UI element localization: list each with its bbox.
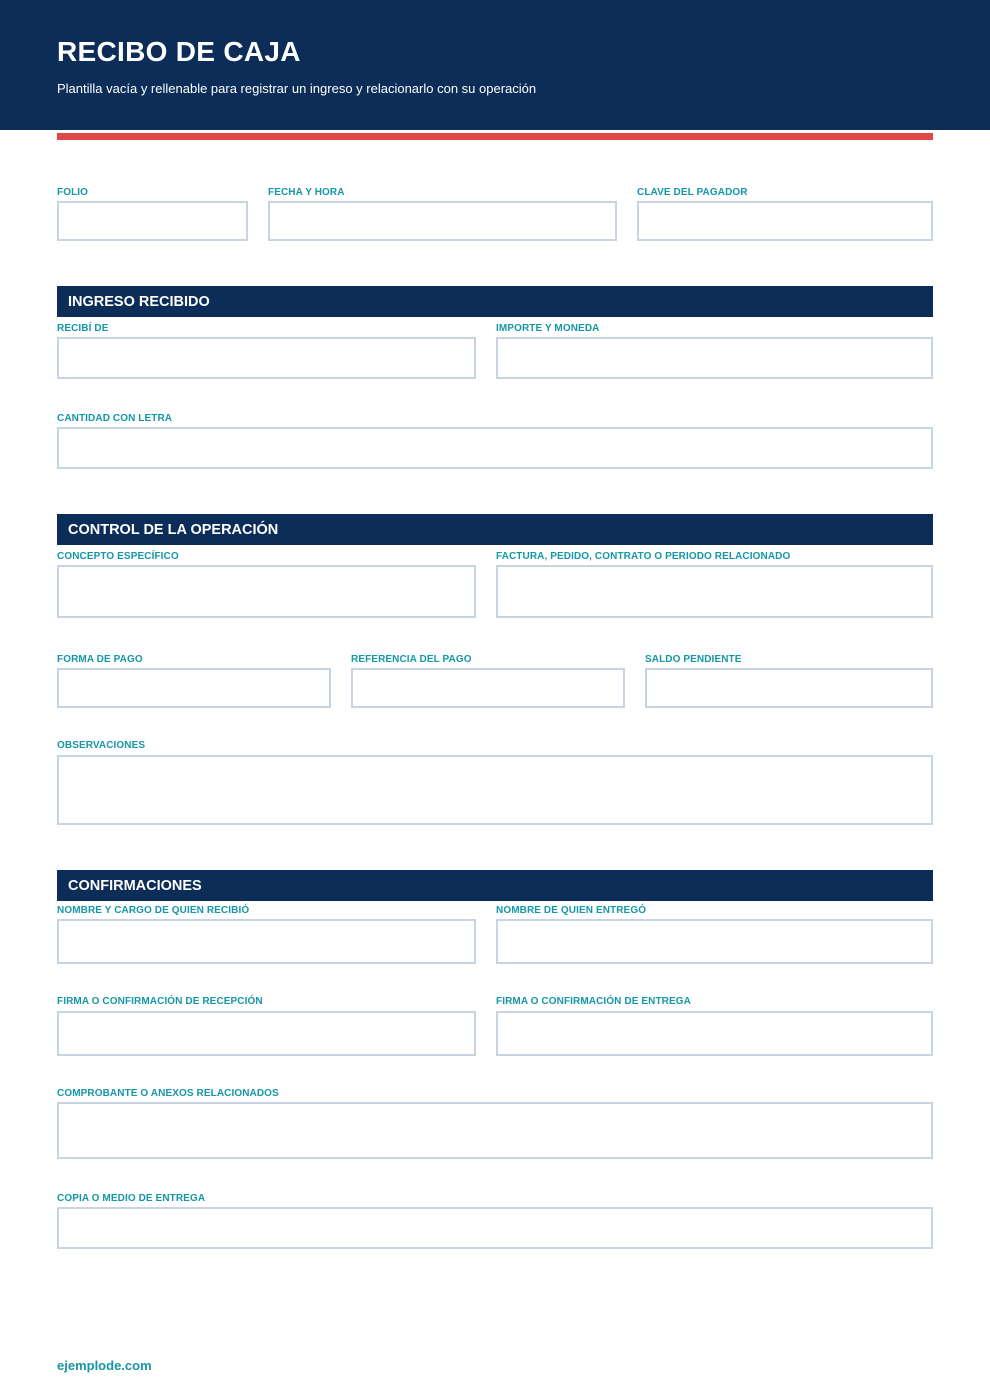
observaciones-label: OBSERVACIONES <box>57 740 146 751</box>
clave-pagador-label: CLAVE DEL PAGADOR <box>637 187 748 198</box>
folio-input[interactable] <box>57 201 248 241</box>
importe-moneda-input[interactable] <box>496 337 933 379</box>
recibi-de-input[interactable] <box>57 337 476 379</box>
section-ingreso-recibido <box>57 286 933 317</box>
copia-medio-input[interactable] <box>57 1207 933 1249</box>
concepto-label: CONCEPTO ESPECÍFICO <box>57 551 179 562</box>
nombre-entrego-input[interactable] <box>496 919 933 964</box>
factura-label: FACTURA, PEDIDO, CONTRATO O PERIODO RELACIONADO <box>496 551 791 562</box>
firma-entrega-label: FIRMA O CONFIRMACIÓN DE ENTREGA <box>496 996 691 1007</box>
section-confirmaciones <box>57 870 933 901</box>
forma-pago-input[interactable] <box>57 668 331 708</box>
recibi-de-label: RECIBÍ DE <box>57 323 109 334</box>
page-subtitle: Plantilla vacía y rellenable para registrar un ingreso y relacionarlo con su operación <box>57 81 537 96</box>
fecha-hora-input[interactable] <box>268 201 617 241</box>
factura-input[interactable] <box>496 565 933 618</box>
footer-site-link[interactable]: ejemplode.com <box>57 1358 152 1373</box>
forma-pago-label: FORMA DE PAGO <box>57 654 143 665</box>
section-ingreso-title: INGRESO RECIBIDO <box>68 294 210 310</box>
firma-entrega-input[interactable] <box>496 1011 933 1056</box>
nombre-entrego-label: NOMBRE DE QUIEN ENTREGÓ <box>496 905 647 916</box>
section-control-operacion <box>57 514 933 545</box>
cantidad-letra-input[interactable] <box>57 427 933 469</box>
referencia-pago-input[interactable] <box>351 668 625 708</box>
concepto-input[interactable] <box>57 565 476 618</box>
importe-moneda-label: IMPORTE Y MONEDA <box>496 323 600 334</box>
saldo-pendiente-input[interactable] <box>645 668 933 708</box>
clave-pagador-input[interactable] <box>637 201 933 241</box>
page-title: RECIBO DE CAJA <box>57 36 301 67</box>
cantidad-letra-label: CANTIDAD CON LETRA <box>57 413 173 424</box>
comprobante-label: COMPROBANTE O ANEXOS RELACIONADOS <box>57 1088 279 1099</box>
comprobante-input[interactable] <box>57 1102 933 1159</box>
folio-label: FOLIO <box>57 187 89 198</box>
accent-divider <box>57 133 933 140</box>
nombre-recibio-label: NOMBRE Y CARGO DE QUIEN RECIBIÓ <box>57 905 250 916</box>
copia-medio-label: COPIA O MEDIO DE ENTREGA <box>57 1193 206 1204</box>
firma-recepcion-input[interactable] <box>57 1011 476 1056</box>
page-header <box>0 0 990 130</box>
section-confirmaciones-title: CONFIRMACIONES <box>68 878 202 894</box>
firma-recepcion-label: FIRMA O CONFIRMACIÓN DE RECEPCIÓN <box>57 996 263 1007</box>
referencia-pago-label: REFERENCIA DEL PAGO <box>351 654 472 665</box>
observaciones-input[interactable] <box>57 755 933 825</box>
saldo-pendiente-label: SALDO PENDIENTE <box>645 654 742 665</box>
fecha-hora-label: FECHA Y HORA <box>268 187 345 198</box>
section-control-title: CONTROL DE LA OPERACIÓN <box>68 522 279 538</box>
nombre-recibio-input[interactable] <box>57 919 476 964</box>
